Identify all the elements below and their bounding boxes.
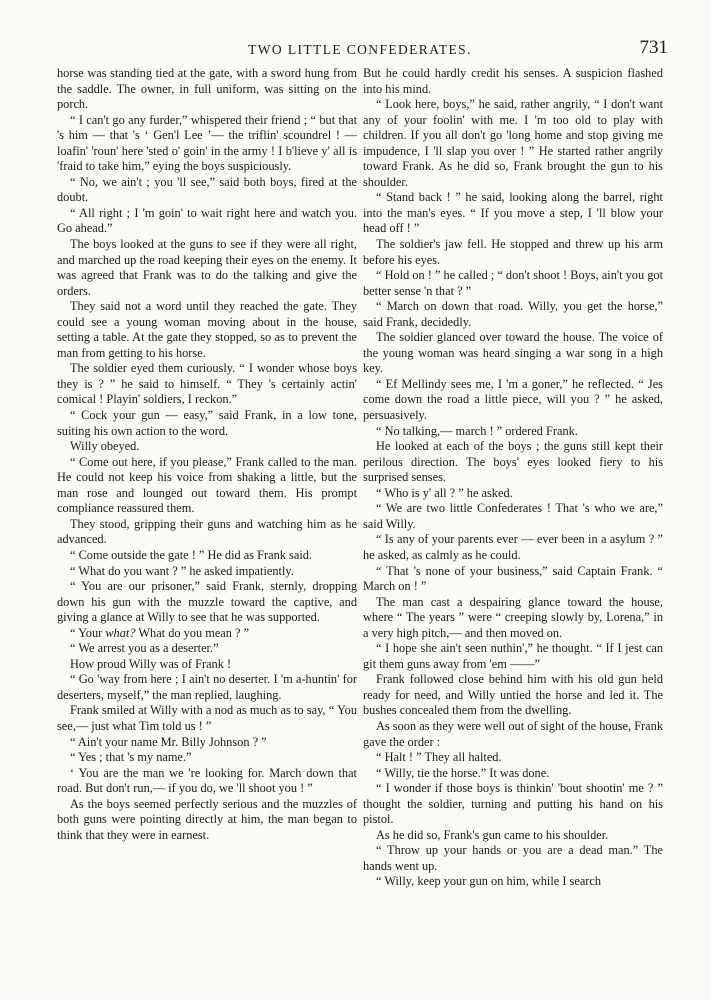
paragraph: “ Come out here, if you please,” Frank called to the man. He could not keep his voice from shaking a little, but the man rose and lounged out toward them. His prompt compliance reassured them. (57, 454, 357, 516)
paragraph: “ That 's none of your business,” said Captain Frank. “ March on ! ” (363, 563, 663, 594)
paragraph: “ Look here, boys,” he said, rather angrily, “ I don't want any of your foolin' with me. I 'm too old to play with children. If you all don't go 'long home and stop giving me impudence, I 'll slap you over ! ” He started rather angrily toward Frank. As he did so, Frank brought the gun to his shoulder. (363, 97, 663, 189)
paragraph: “ Go 'way from here ; I ain't no deserter. I 'm a-huntin' for deserters, myself,” the man replied, laughing. (57, 672, 357, 702)
paragraph: horse was standing tied at the gate, with a sword hung from the saddle. The owner, in full uniform, was sitting on the porch. (57, 66, 357, 112)
paragraph: “ Hold on ! ” he called ; “ don't shoot ! Boys, ain't you got better sense 'n that ? ” (363, 268, 663, 298)
paragraph: “ You are our prisoner,” said Frank, sternly, dropping down his gun with the muzzle toward the captive, and giving a glance at Willy to see that he was supported. (57, 579, 357, 625)
paragraph: The soldier eyed them curiously. “ I wonder whose boys they is ? ” he said to himself. “ They 's certainly actin' comical ! Playin' soldiers, I reckon.” (57, 361, 357, 407)
paragraph: “ Throw up your hands or you are a dead man.” The hands went up. (363, 843, 663, 873)
paragraph: “ Halt ! ” They all halted. (376, 750, 502, 765)
paragraph: “ Is any of your parents ever — ever been in a asylum ? ” he asked, as calmly as he could. (363, 532, 663, 562)
paragraph: “ All right ; I 'm goin' to wait right here and watch you. Go ahead.” (57, 205, 357, 236)
paragraph: They said not a word until they reached the gate. They could see a young woman moving about in the house, setting a table. At the gate they stopped, so as to prevent the man from getting to his horse. (57, 299, 357, 360)
page-header (56, 37, 668, 66)
paragraph-text: “ Your (70, 625, 106, 640)
paragraph: “ Willy, tie the horse.” It was done. (376, 765, 550, 780)
paragraph: “ Come outside the gate ! ” He did as Frank said. (70, 547, 313, 562)
page-number: 731 (639, 37, 668, 58)
paragraph (57, 626, 357, 642)
paragraph: How proud Willy was of Frank ! (70, 656, 232, 671)
paragraph: Willy obeyed. (70, 439, 140, 454)
paragraph: As he did so, Frank's gun came to his shoulder. (376, 827, 609, 842)
left-column (57, 66, 357, 843)
paragraph: ‘ You are the man we 're looking for. March down that road. But don't run,— if you do, we 'll shoot you ! ” (57, 765, 357, 796)
paragraph: “ Cock your gun — easy,” said Frank, in a low tone, suiting his own action to the word. (57, 408, 357, 438)
paragraph: “ Ef Mellindy sees me, I 'm a goner,” he reflected. “ Jes come down the road a little piece, will you ? ” he asked, persuasively. (363, 376, 663, 423)
paragraph: “ March on down that road. Willy, you get the horse,” said Frank, decidedly. (363, 299, 663, 329)
paragraph-text: What do you mean ? ” (135, 625, 250, 640)
paragraph: “ No talking,— march ! ” ordered Frank. (376, 423, 578, 438)
paragraph: The man cast a despairing glance toward the house, where “ The years ” were “ creeping slowly by, Lorena,” in a very high pitch,— and then moved on. (363, 594, 663, 640)
paragraph: Frank followed close behind him with his old gun held ready for need, and Willy untied the horse and led it. The bushes concealed them from the dwelling. (363, 672, 663, 718)
paragraph: “ We are two little Confederates ! That 's who we are,” said Willy. (363, 501, 663, 531)
paragraph: The soldier glanced over toward the house. The voice of the young woman was heard singing a war song in a high key. (363, 330, 663, 376)
paragraph: Frank smiled at Willy with a nod as much as to say, “ You see,— just what Tim told us ! ” (57, 703, 357, 733)
paragraph: “ We arrest you as a deserter.” (70, 641, 219, 656)
paragraph: “ I hope she ain't seen nuthin',” he thought. “ If I jest can git them guns away from 'em ——” (363, 641, 663, 671)
paragraph: “ I wonder if those boys is thinkin' 'bout shootin' me ? ” thought the soldier, turning and putting his hand on his pistol. (363, 781, 663, 827)
running-title: TWO LITTLE CONFEDERATES. (248, 42, 472, 57)
paragraph: They stood, gripping their guns and watching him as he advanced. (57, 516, 357, 547)
emphasis: what? (105, 625, 136, 640)
right-column (363, 66, 663, 890)
paragraph: As soon as they were well out of sight of the house, Frank gave the order : (363, 718, 663, 749)
paragraph: As the boys seemed perfectly serious and the muzzles of both guns were pointing directly at him, the man began to think that they were in earnest. (57, 796, 357, 842)
paragraph: “ What do you want ? ” he asked impatiently. (70, 563, 294, 578)
paragraph: The soldier's jaw fell. He stopped and threw up his arm before his eyes. (363, 237, 663, 267)
paragraph: “ Stand back ! ” he said, looking along the barrel, right into the man's eyes. “ If you move a step, I 'll blow your head off ! ” (363, 190, 663, 236)
paragraph: The boys looked at the guns to see if they were all right, and marched up the road keeping their eyes on the enemy. It was agreed that Frank was to do the talking and give the orders. (57, 237, 357, 298)
paragraph: “ Willy, keep your gun on him, while I search (376, 874, 602, 889)
paragraph: “ Yes ; that 's my name.” (70, 750, 192, 765)
paragraph: “ I can't go any furder,” whispered their friend ; “ but that 's him — that 's ‘ Gen'l Lee ’— the triflin' scoundrel ! — loafin' 'roun' here 'sted o' goin' in the army ! I b'lieve y' all is 'fraid to take him,” eying the boys suspiciously. (57, 112, 357, 174)
paragraph: “ Who is y' all ? ” he asked. (376, 485, 513, 500)
paragraph: He looked at each of the boys ; the guns still kept their perilous direction. The boys' eyes looked fiery to his surprised senses. (363, 439, 663, 485)
paragraph: “ Ain't your name Mr. Billy Johnson ? ” (70, 734, 267, 749)
paragraph: But he could hardly credit his senses. A suspicion flashed into his mind. (363, 66, 663, 96)
paragraph: “ No, we ain't ; you 'll see,” said both boys, fired at the doubt. (57, 174, 357, 205)
